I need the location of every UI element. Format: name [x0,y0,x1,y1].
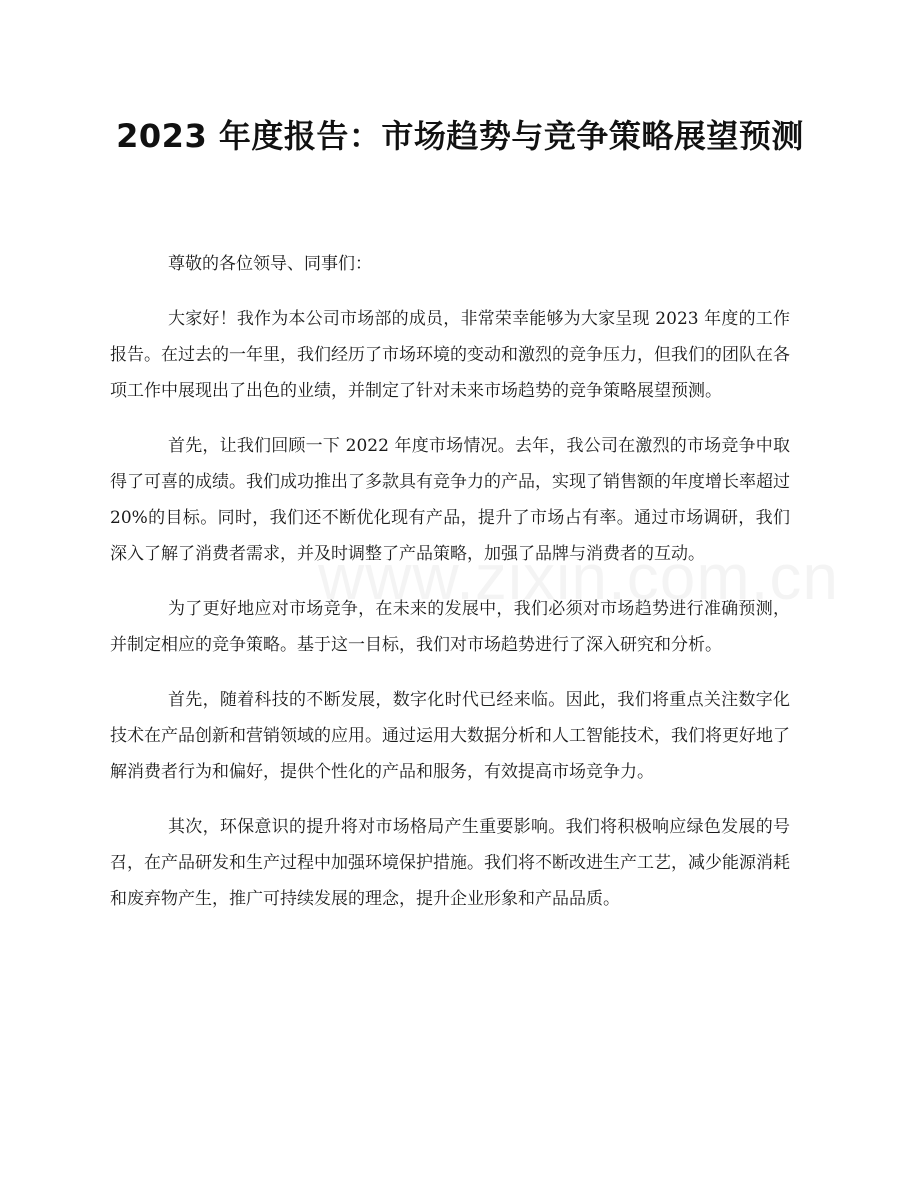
review-2022-paragraph: 首先，让我们回顾一下 2022 年度市场情况。去年，我公司在激烈的市场竞争中取得了可喜的成绩。我们成功推出了多款具有竞争力的产品，实现了销售额的年度增长率超过 20%的目标。同时，我们还不断优化现有产品，提升了市场占有率。通过市场调研，我们深入了解了消费者需求，并及时调整了产品策略，加强了品牌与消费者的互动。 [110,436,790,564]
environment-paragraph: 其次，环保意识的提升将对市场格局产生重要影响。我们将积极响应绿色发展的号召，在产品研发和生产过程中加强环境保护措施。我们将不断改进生产工艺，减少能源消耗和废弃物产生，推广可持续发展的理念，提升企业形象和产品品质。 [110,817,790,909]
document-body [110,246,790,936]
strategy-paragraph: 为了更好地应对市场竞争，在未来的发展中，我们必须对市场趋势进行准确预测，并制定相应的竞争策略。基于这一目标，我们对市场趋势进行了深入研究和分析。 [110,599,790,655]
digital-paragraph: 首先，随着科技的不断发展，数字化时代已经来临。因此，我们将重点关注数字化技术在产品创新和营销领域的应用。通过运用大数据分析和人工智能技术，我们将更好地了解消费者行为和偏好，提供个性化的产品和服务，有效提高市场竞争力。 [110,690,790,782]
intro-paragraph: 大家好！我作为本公司市场部的成员，非常荣幸能够为大家呈现 2023 年度的工作报告。在过去的一年里，我们经历了市场环境的变动和激烈的竞争压力，但我们的团队在各项工作中展现出了出色的业绩，并制定了针对未来市场趋势的竞争策略展望预测。 [110,309,790,401]
salutation-paragraph: 尊敬的各位领导、同事们： [168,254,372,274]
document-title: 2023 年度报告：市场趋势与竞争策略展望预测 [116,117,804,155]
